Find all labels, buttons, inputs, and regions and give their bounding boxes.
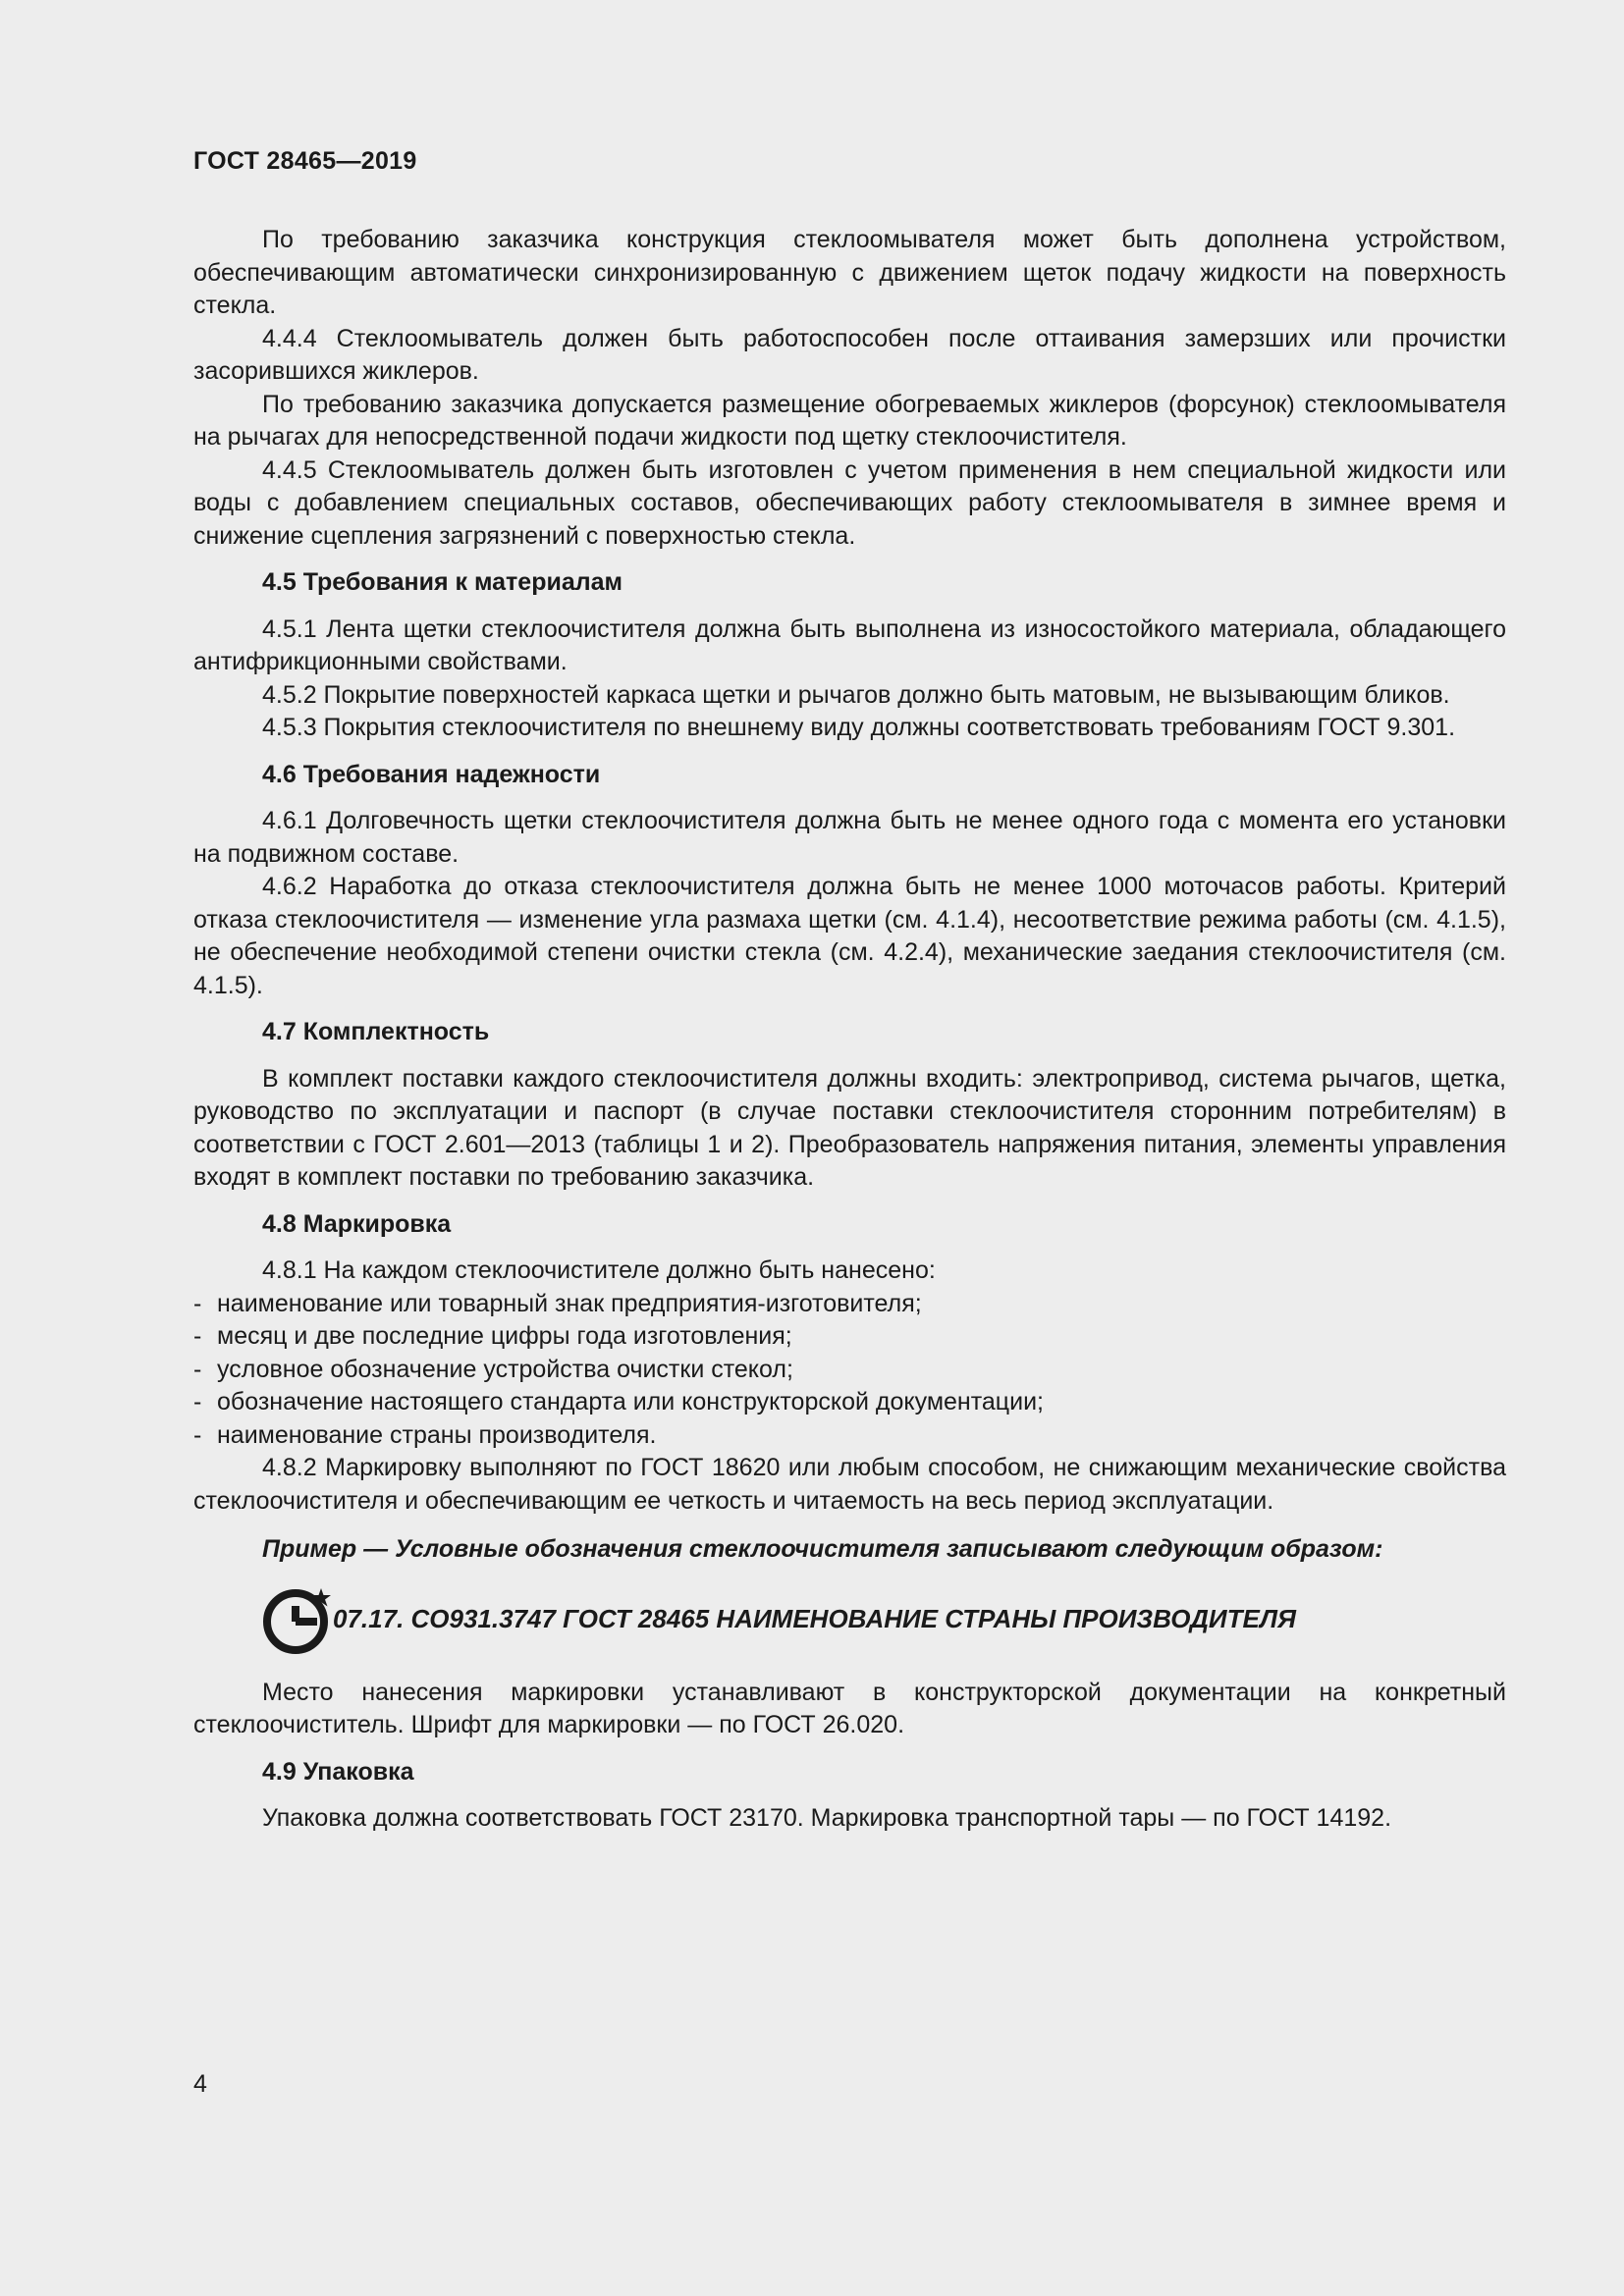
document-body — [193, 224, 1506, 1836]
paragraph-4-6-2: 4.6.2 Наработка до отказа стеклоочистителя должна быть не менее 1000 моточасов работы. Критерий отказа стеклоочистителя — изменение угла размаха щетки (см. 4.1.4), несоответствие режима работы (см. 4.1.5), не обеспечение необходимой степени очистки стекла (см. 4.2.4), механические заедания стеклоочистителя (см. 4.1.5). — [193, 873, 1506, 999]
conformity-mark-icon — [262, 1584, 333, 1655]
section-heading-4-6: 4.6 Требования надежности — [262, 760, 601, 788]
section-heading-4-9: 4.9 Упаковка — [262, 1757, 414, 1786]
paragraph-4-4-5: 4.4.5 Стеклоомыватель должен быть изготовлен с учетом применения в нем специальной жидкости или воды с добавлением специальных составов, обеспечивающих работу стеклоомывателя в зимнее время и снижение сцепления загрязнений с поверхностью стекла. — [193, 455, 1506, 550]
document-header: ГОСТ 28465—2019 — [193, 147, 417, 175]
marking-text: 07.17. СО931.3747 ГОСТ 28465 НАИМЕНОВАНИЕ СТРАНЫ ПРОИЗВОДИТЕЛЯ — [333, 1603, 1296, 1633]
list-item: - обозначение настоящего стандарта или конструкторской документации; — [193, 1388, 1044, 1415]
page-number: 4 — [193, 2070, 207, 2098]
paragraph-4-4-4: 4.4.4 Стеклоомыватель должен быть работоспособен после оттаивания замерзших или прочистки засорившихся жиклеров. — [193, 324, 1506, 385]
section-heading-4-5: 4.5 Требования к материалам — [262, 568, 623, 596]
paragraph: По требованию заказчика конструкция стеклоомывателя может быть дополнена устройством, обеспечивающим автоматически синхронизированную с движением щеток подачу жидкости на поверхность стекла. — [193, 226, 1506, 319]
paragraph-4-9: Упаковка должна соответствовать ГОСТ 23170. Маркировка транспортной тары — по ГОСТ 14192. — [262, 1804, 1392, 1832]
paragraph: По требованию заказчика допускается размещение обогреваемых жиклеров (форсунок) стеклоомывателя на рычагах для непосредственной подачи жидкости под щетку стеклоочистителя. — [193, 390, 1506, 451]
paragraph: Место нанесения маркировки устанавливают в конструкторской документации на конкретный стеклоочиститель. Шрифт для маркировки — по ГОСТ 26.020. — [193, 1678, 1506, 1738]
section-heading-4-8: 4.8 Маркировка — [262, 1209, 452, 1238]
paragraph-4-7: В комплект поставки каждого стеклоочистителя должны входить: электропривод, система рычагов, щетка, руководство по эксплуатации и паспорт (в случае поставки стеклоочистителя сторонним потребителям) в соответствии с ГОСТ 2.601—2013 (таблицы 1 и 2). Преобразователь напряжения питания, элементы управления входят в комплект поставки по требованию заказчика. — [193, 1064, 1506, 1191]
paragraph-4-8-1: 4.8.1 На каждом стеклоочистителе должно быть нанесено: — [262, 1256, 936, 1284]
paragraph-4-8-2: 4.8.2 Маркировку выполняют по ГОСТ 18620 или любым способом, не снижающим механические свойства стеклоочистителя и обеспечивающим ее четкость и читаемость на весь период эксплуатации. — [193, 1454, 1506, 1515]
paragraph-4-5-1: 4.5.1 Лента щетки стеклоочистителя должна быть выполнена из износостойкого материала, обладающего антифрикционными свойствами. — [193, 614, 1506, 675]
list-item: - наименование или товарный знак предприятия-изготовителя; — [193, 1289, 922, 1317]
list-item: - наименование страны производителя. — [193, 1420, 657, 1449]
paragraph-4-5-2: 4.5.2 Покрытие поверхностей каркаса щетки и рычагов должно быть матовым, не вызывающим бликов. — [262, 680, 1450, 709]
list-item: - месяц и две последние цифры года изготовления; — [193, 1322, 792, 1350]
paragraph-4-6-1: 4.6.1 Долговечность щетки стеклоочистителя должна быть не менее одного года с момента его установки на подвижном составе. — [193, 807, 1506, 868]
section-heading-4-7: 4.7 Комплектность — [262, 1018, 490, 1045]
paragraph-4-5-3: 4.5.3 Покрытия стеклоочистителя по внешнему виду должны соответствовать требованиям ГОСТ 9.301. — [262, 714, 1456, 741]
list-item: - условное обозначение устройства очистки стекол; — [193, 1355, 793, 1383]
example-caption: Пример — Условные обозначения стеклоочистителя записывают следующим образом: — [262, 1535, 1383, 1563]
marking-example — [262, 1580, 1506, 1659]
